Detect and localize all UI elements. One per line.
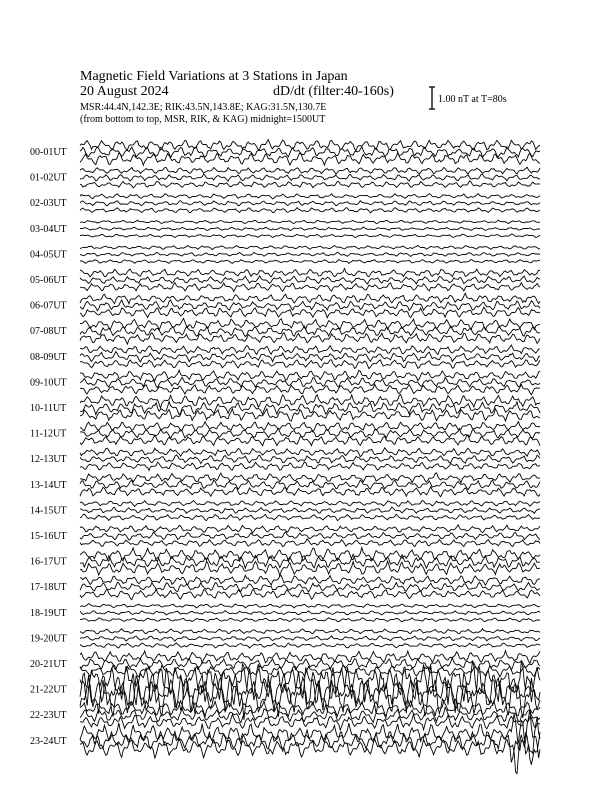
trace-rik [80, 147, 540, 158]
hour-label: 05-06UT [30, 275, 67, 286]
trace-kag [80, 604, 540, 608]
trace-rik [80, 276, 540, 284]
trace-rik [80, 252, 540, 256]
hour-label: 04-05UT [30, 249, 67, 261]
trace-rik [80, 611, 540, 615]
trace-msr [80, 462, 540, 470]
trace-msr [80, 260, 540, 264]
hour-label: 20-21UT [30, 659, 67, 670]
trace-msr [80, 384, 540, 395]
trace-kag [80, 629, 540, 634]
trace-rik [80, 428, 540, 438]
hour-label: 10-11UT [30, 403, 67, 414]
trace-rik [80, 227, 540, 230]
trace-kag [80, 269, 540, 277]
hour-row-09-10UT [30, 370, 540, 395]
hour-label: 21-22UT [30, 684, 67, 696]
trace-kag [80, 501, 540, 507]
hour-label: 16-17UT [30, 556, 67, 568]
trace-kag [80, 473, 540, 483]
trace-rik [80, 636, 540, 641]
trace-rik [80, 174, 540, 181]
trace-kag [80, 245, 540, 249]
order-text: (from bottom to top, MSR, RIK, & KAG) midnight=1500UT [80, 114, 326, 125]
trace-kag [80, 293, 540, 303]
hour-label: 22-23UT [30, 710, 67, 722]
trace-kag [80, 140, 540, 151]
hour-row-07-08UT [30, 318, 540, 344]
trace-rik [80, 201, 540, 206]
trace-kag [80, 422, 540, 432]
trace-msr [80, 307, 540, 318]
trace-kag [80, 220, 540, 224]
hour-row-13-14UT [30, 473, 540, 497]
trace-kag [80, 395, 540, 409]
hour-row-03-04UT [30, 220, 540, 238]
chart-title: Magnetic Field Variations at 3 Stations in Japan [80, 69, 348, 84]
hour-label: 11-12UT [30, 428, 67, 440]
trace-kag [80, 194, 540, 199]
trace-rik [80, 402, 540, 415]
trace-msr [80, 487, 540, 497]
hour-row-22-23UT [30, 701, 540, 730]
hour-label: 02-03UT [30, 198, 67, 210]
trace-msr [80, 589, 540, 600]
hour-row-06-07UT [30, 293, 540, 317]
hour-label: 13-14UT [30, 479, 67, 491]
trace-msr [80, 514, 540, 520]
hour-row-12-13UT [30, 448, 540, 471]
trace-msr [80, 561, 540, 576]
trace-rik [80, 507, 540, 513]
trace-msr [80, 435, 540, 446]
hour-label: 23-24UT [30, 735, 67, 747]
hour-row-15-16UT [30, 525, 540, 547]
trace-rik [80, 532, 540, 540]
trace-msr [80, 618, 540, 622]
hour-label: 19-20UT [30, 633, 67, 645]
hour-row-00-01UT [30, 140, 540, 166]
trace-kag [80, 345, 540, 355]
hour-label: 01-02UT [30, 172, 67, 184]
hour-label: 12-13UT [30, 454, 67, 466]
hour-row-16-17UT [30, 548, 540, 577]
trace-rik [80, 480, 540, 490]
trace-msr [80, 208, 540, 213]
trace-msr [80, 539, 540, 547]
hour-label: 14-15UT [30, 505, 67, 517]
hour-label: 18-19UT [30, 607, 67, 619]
trace-kag [80, 525, 540, 533]
trace-msr [80, 153, 540, 166]
trace-kag [80, 575, 540, 585]
hour-label: 08-09UT [30, 351, 67, 363]
hour-row-05-06UT [30, 269, 540, 292]
hour-label: 17-18UT [30, 582, 67, 594]
trace-msr [80, 643, 540, 648]
hour-label: 00-01UT [30, 147, 67, 158]
trace-rik [80, 326, 540, 337]
hour-row-19-20UT [30, 629, 540, 648]
hour-row-17-18UT [30, 575, 540, 599]
trace-kag [80, 167, 540, 174]
hour-row-10-11UT [30, 395, 540, 422]
trace-msr [80, 234, 540, 238]
hour-row-18-19UT [30, 604, 540, 622]
trace-msr [80, 409, 540, 421]
hour-row-01-02UT [30, 167, 540, 188]
trace-msr [80, 360, 540, 369]
hour-row-08-09UT [30, 345, 540, 369]
date-text: 20 August 2024 [80, 84, 169, 99]
trace-msr [80, 283, 540, 292]
hour-row-04-05UT [30, 245, 540, 263]
stations-text: MSR:44.4N,142.3E; RIK:43.5N,143.8E; KAG:31.5N,130.7E [80, 102, 327, 113]
trace-rik [80, 455, 540, 464]
trace-kag [80, 370, 540, 381]
trace-kag [80, 651, 540, 664]
hour-row-11-12UT [30, 422, 540, 446]
hour-label: 03-04UT [30, 223, 67, 235]
trace-msr [80, 181, 540, 188]
hour-label: 09-10UT [30, 377, 67, 389]
hour-label: 07-08UT [30, 326, 67, 338]
hour-label: 15-16UT [30, 531, 67, 542]
hour-row-02-03UT [30, 194, 540, 213]
hour-label: 06-07UT [30, 300, 67, 312]
trace-rik [80, 377, 540, 387]
filter-text: dD/dt (filter:40-160s) [273, 84, 394, 99]
hour-row-14-15UT [30, 501, 540, 521]
trace-kag [80, 448, 540, 457]
scale-label: 1.00 nT at T=80s [438, 94, 507, 105]
